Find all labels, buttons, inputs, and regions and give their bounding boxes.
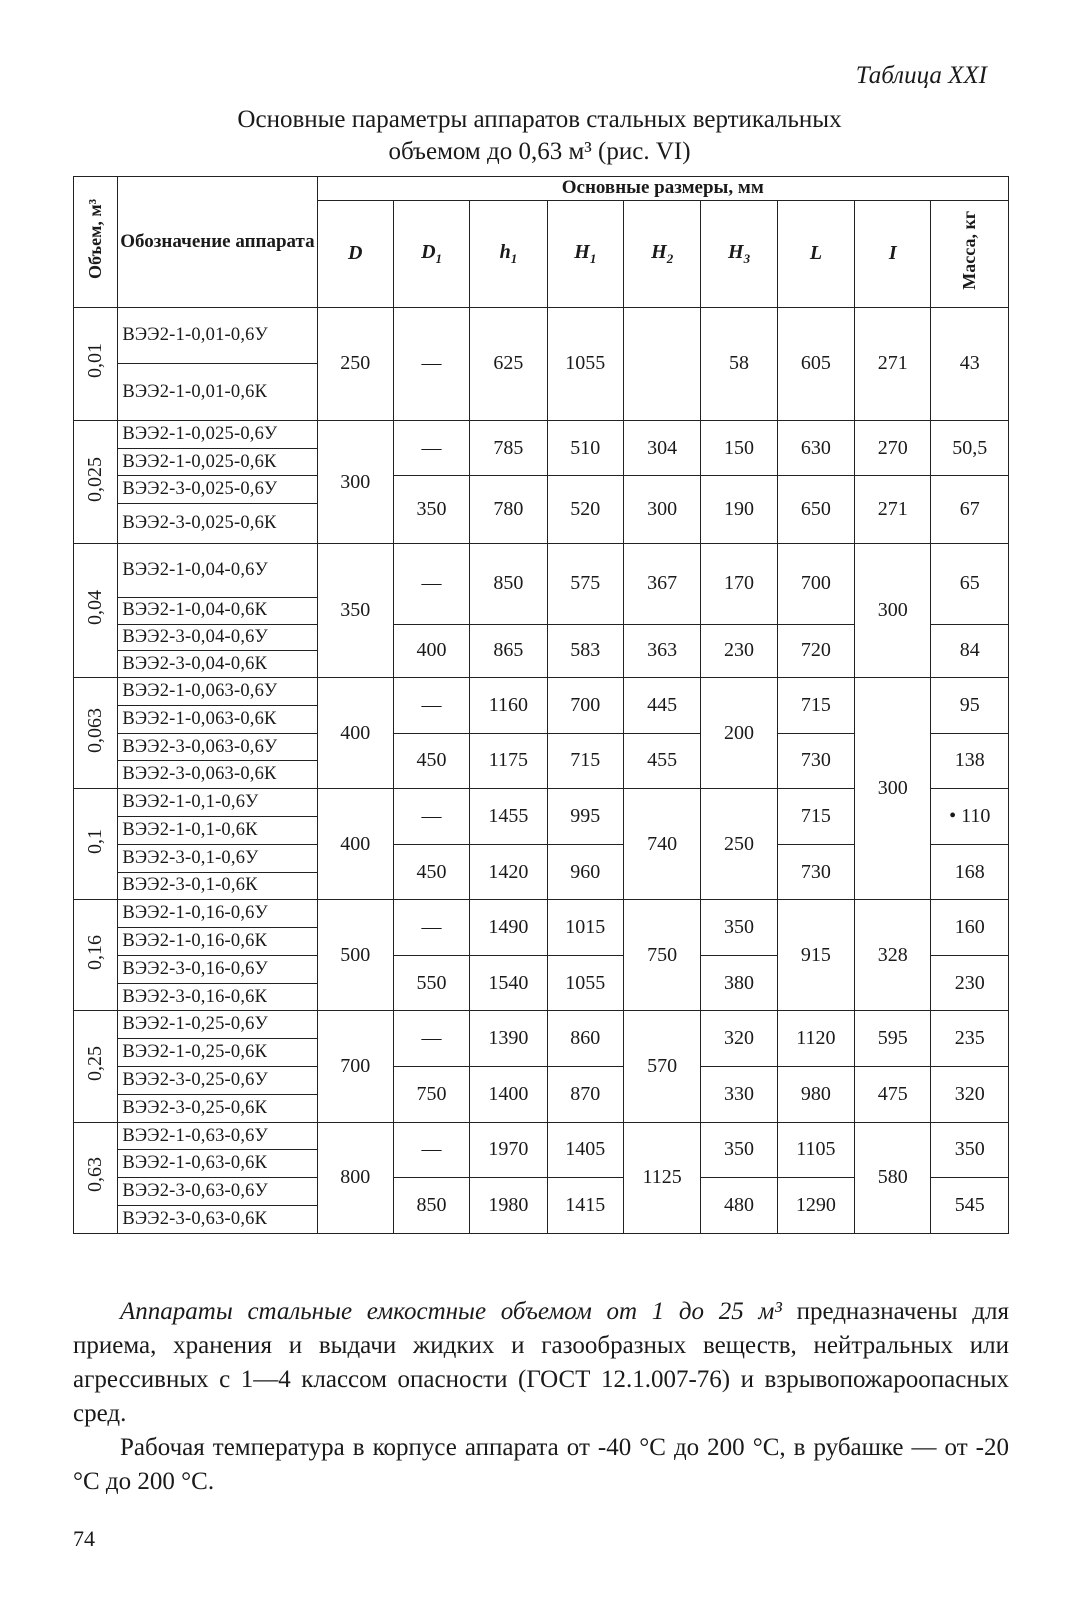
mass-cell: 235	[931, 1011, 1009, 1067]
h1-cell: 1420	[470, 844, 547, 900]
designation-cell: ВЭЭ2-1-0,16-0,6У	[118, 900, 317, 928]
designation-cell: ВЭЭ2-3-0,25-0,6К	[118, 1094, 317, 1122]
h1-cell: 1980	[470, 1178, 547, 1234]
D1-cell: —	[393, 1122, 469, 1178]
mass-cell: 95	[931, 678, 1009, 734]
volume-cell: 0,063	[74, 678, 118, 789]
volume-cell: 0,25	[74, 1011, 118, 1122]
D1-cell: —	[393, 678, 469, 734]
designation-cell: ВЭЭ2-1-0,063-0,6К	[118, 705, 317, 733]
mass-cell: 230	[931, 955, 1009, 1011]
mass-cell: 67	[931, 476, 1009, 544]
I-cell: 580	[855, 1122, 931, 1233]
mass-cell: 65	[931, 544, 1009, 624]
title-line-1: Основные параметры аппаратов стальных вертикальных	[237, 106, 842, 133]
parameters-table	[73, 176, 1009, 1234]
col-H3-header: $H_3$	[701, 200, 777, 307]
designation-cell: ВЭЭ2-1-0,01-0,6К	[118, 364, 317, 421]
H3-cell: 380	[701, 955, 777, 1011]
mass-cell: 50,5	[931, 420, 1009, 476]
designation-cell: ВЭЭ2-1-0,63-0,6У	[118, 1122, 317, 1150]
h1-cell: 1390	[470, 1011, 547, 1067]
H1-cell: 510	[547, 420, 623, 476]
volume-cell: 0,63	[74, 1122, 118, 1233]
L-cell: 915	[777, 900, 854, 1011]
mass-cell: 138	[931, 733, 1009, 789]
D-cell: 500	[317, 900, 393, 1011]
H2-cell: 363	[623, 624, 700, 678]
H3-cell: 190	[701, 476, 777, 544]
H1-cell: 860	[547, 1011, 623, 1067]
H3-cell: 200	[701, 678, 777, 789]
designation-cell: ВЭЭ2-1-0,25-0,6К	[118, 1039, 317, 1067]
designation-cell: ВЭЭ2-3-0,16-0,6К	[118, 983, 317, 1011]
table-row	[74, 1122, 1009, 1150]
D1-cell: —	[393, 544, 469, 624]
designation-cell: ВЭЭ2-3-0,1-0,6К	[118, 872, 317, 900]
D1-cell: —	[393, 1011, 469, 1067]
D1-cell: 850	[393, 1178, 469, 1234]
D-cell: 700	[317, 1011, 393, 1122]
designation-cell: ВЭЭ2-1-0,04-0,6К	[118, 597, 317, 624]
L-cell: 720	[777, 624, 854, 678]
h1-cell: 865	[470, 624, 547, 678]
designation-cell: ВЭЭ2-1-0,1-0,6У	[118, 789, 317, 817]
H2-cell: 367	[623, 544, 700, 624]
L-cell: 730	[777, 844, 854, 900]
designation-header: Обозначение аппарата	[118, 177, 317, 308]
L-cell: 730	[777, 733, 854, 789]
H1-cell: 1405	[547, 1122, 623, 1178]
col-D-header: D	[317, 200, 393, 307]
h1-cell: 1400	[470, 1067, 547, 1123]
H3-cell: 480	[701, 1178, 777, 1234]
designation-cell: ВЭЭ2-3-0,025-0,6У	[118, 476, 317, 504]
I-cell: 475	[855, 1067, 931, 1123]
paragraph-lead: Аппараты стальные емкостные объемом от 1 до 25 м³	[120, 1298, 782, 1325]
designation-cell: ВЭЭ2-3-0,63-0,6У	[118, 1178, 317, 1206]
H1-cell: 1055	[547, 955, 623, 1011]
col-h1-header: $h_1$	[470, 200, 547, 307]
H2-cell: 740	[623, 789, 700, 900]
L-cell: 715	[777, 789, 854, 845]
table-row	[74, 420, 1009, 448]
designation-cell: ВЭЭ2-1-0,25-0,6У	[118, 1011, 317, 1039]
col-L-header: L	[777, 200, 854, 307]
D1-cell: 400	[393, 624, 469, 678]
I-cell: 300	[855, 544, 931, 678]
H1-cell: 1015	[547, 900, 623, 956]
H3-cell: 58	[701, 307, 777, 420]
designation-cell: ВЭЭ2-3-0,063-0,6К	[118, 761, 317, 789]
paragraph-body: предназначены для приема, хранения и выдачи жидких и газообразных веществ, нейтральных или агрессивных с 1—4 классом опасности (ГОСТ 12.1.007-76) и взрывопожароопасных сред.	[73, 1298, 1009, 1427]
mass-cell: 84	[931, 624, 1009, 678]
L-cell: 630	[777, 420, 854, 476]
table-title	[0, 104, 1079, 168]
L-cell: 700	[777, 544, 854, 624]
table-caption: Таблица XXI	[855, 62, 987, 89]
D1-cell: 750	[393, 1067, 469, 1123]
h1-cell: 850	[470, 544, 547, 624]
H2-cell: 750	[623, 900, 700, 1011]
h1-cell: 785	[470, 420, 547, 476]
H1-cell: 1415	[547, 1178, 623, 1234]
H2-cell: 304	[623, 420, 700, 476]
D1-cell: —	[393, 900, 469, 956]
H2-cell: 570	[623, 1011, 700, 1122]
volume-cell: 0,04	[74, 544, 118, 678]
designation-cell: ВЭЭ2-1-0,01-0,6У	[118, 307, 317, 364]
H3-cell: 170	[701, 544, 777, 624]
mass-cell: 320	[931, 1067, 1009, 1123]
designation-cell: ВЭЭ2-3-0,1-0,6У	[118, 844, 317, 872]
mass-cell: 168	[931, 844, 1009, 900]
table-row	[74, 678, 1009, 706]
I-cell: 271	[855, 476, 931, 544]
designation-cell: ВЭЭ2-3-0,25-0,6У	[118, 1067, 317, 1095]
L-cell: 1120	[777, 1011, 854, 1067]
col-I-header: I	[855, 200, 931, 307]
D1-cell: 350	[393, 476, 469, 544]
H1-cell: 960	[547, 844, 623, 900]
H1-cell: 575	[547, 544, 623, 624]
volume-header: Объем, м³	[74, 177, 118, 308]
D-cell: 400	[317, 789, 393, 900]
H2-cell: 1125	[623, 1122, 700, 1233]
h1-cell: 1490	[470, 900, 547, 956]
L-cell: 1105	[777, 1122, 854, 1178]
volume-cell: 0,16	[74, 900, 118, 1011]
col-mass-header: Масса, кг	[931, 200, 1009, 307]
D1-cell: —	[393, 420, 469, 476]
H1-cell: 520	[547, 476, 623, 544]
paragraph-temperature: Рабочая температура в корпусе аппарата от -40 °С до 200 °С, в рубашке — от -20 °С до 200 °С.	[73, 1434, 1009, 1495]
designation-cell: ВЭЭ2-1-0,04-0,6У	[118, 544, 317, 598]
h1-cell: 1175	[470, 733, 547, 789]
I-cell: 271	[855, 307, 931, 420]
designation-cell: ВЭЭ2-1-0,1-0,6К	[118, 817, 317, 845]
L-cell: 715	[777, 678, 854, 734]
H1-cell: 700	[547, 678, 623, 734]
h1-cell: 780	[470, 476, 547, 544]
designation-cell: ВЭЭ2-3-0,063-0,6У	[118, 733, 317, 761]
D1-cell: 450	[393, 733, 469, 789]
H2-cell	[623, 307, 700, 420]
mass-cell: 545	[931, 1178, 1009, 1234]
D1-cell: —	[393, 307, 469, 420]
D1-cell: 550	[393, 955, 469, 1011]
designation-cell: ВЭЭ2-1-0,16-0,6К	[118, 928, 317, 956]
volume-cell: 0,01	[74, 307, 118, 420]
volume-cell: 0,025	[74, 420, 118, 543]
table-row	[74, 1011, 1009, 1039]
H2-cell: 445	[623, 678, 700, 734]
H3-cell: 150	[701, 420, 777, 476]
H3-cell: 320	[701, 1011, 777, 1067]
h1-cell: 1540	[470, 955, 547, 1011]
designation-cell: ВЭЭ2-1-0,63-0,6К	[118, 1150, 317, 1178]
H3-cell: 230	[701, 624, 777, 678]
designation-cell: ВЭЭ2-3-0,04-0,6К	[118, 651, 317, 678]
col-H2-header: $H_2$	[623, 200, 700, 307]
D1-cell: 450	[393, 844, 469, 900]
designation-cell: ВЭЭ2-3-0,04-0,6У	[118, 624, 317, 651]
table-row	[74, 1067, 1009, 1095]
h1-cell: 625	[470, 307, 547, 420]
H3-cell: 330	[701, 1067, 777, 1123]
table-row	[74, 307, 1009, 364]
D-cell: 400	[317, 678, 393, 789]
paragraph-purpose	[73, 1295, 1009, 1431]
H3-cell: 350	[701, 1122, 777, 1178]
h1-cell: 1455	[470, 789, 547, 845]
L-cell: 1290	[777, 1178, 854, 1234]
H1-cell: 715	[547, 733, 623, 789]
designation-cell: ВЭЭ2-1-0,025-0,6У	[118, 420, 317, 448]
col-D1-header: $D_1$	[393, 200, 469, 307]
I-cell: 270	[855, 420, 931, 476]
mass-cell: 350	[931, 1122, 1009, 1178]
h1-cell: 1970	[470, 1122, 547, 1178]
mass-cell: 43	[931, 307, 1009, 420]
col-H1-header: $H_1$	[547, 200, 623, 307]
table-row	[74, 476, 1009, 504]
main-sizes-header: Основные размеры, мм	[317, 177, 1008, 201]
table-row	[74, 544, 1009, 598]
L-cell: 650	[777, 476, 854, 544]
H1-cell: 995	[547, 789, 623, 845]
H2-cell: 300	[623, 476, 700, 544]
H1-cell: 583	[547, 624, 623, 678]
header-row-1	[74, 177, 1009, 201]
mass-cell: • 110	[931, 789, 1009, 845]
D-cell: 350	[317, 544, 393, 678]
I-cell: 300	[855, 678, 931, 900]
table-row	[74, 900, 1009, 928]
H2-cell: 455	[623, 733, 700, 789]
designation-cell: ВЭЭ2-1-0,063-0,6У	[118, 678, 317, 706]
page-number: 74	[73, 1526, 95, 1551]
H3-cell: 250	[701, 789, 777, 900]
H1-cell: 1055	[547, 307, 623, 420]
volume-cell: 0,1	[74, 789, 118, 900]
designation-cell: ВЭЭ2-1-0,025-0,6К	[118, 448, 317, 476]
designation-cell: ВЭЭ2-3-0,16-0,6У	[118, 955, 317, 983]
D-cell: 300	[317, 420, 393, 543]
D1-cell: —	[393, 789, 469, 845]
mass-cell: 160	[931, 900, 1009, 956]
I-cell: 595	[855, 1011, 931, 1067]
h1-cell: 1160	[470, 678, 547, 734]
L-cell: 980	[777, 1067, 854, 1123]
designation-cell: ВЭЭ2-3-0,025-0,6К	[118, 504, 317, 544]
title-line-2: объемом до 0,63 м³ (рис. VI)	[388, 138, 691, 165]
designation-cell: ВЭЭ2-3-0,63-0,6К	[118, 1205, 317, 1233]
H3-cell: 350	[701, 900, 777, 956]
D-cell: 800	[317, 1122, 393, 1233]
D-cell: 250	[317, 307, 393, 420]
L-cell: 605	[777, 307, 854, 420]
H1-cell: 870	[547, 1067, 623, 1123]
I-cell: 328	[855, 900, 931, 1011]
